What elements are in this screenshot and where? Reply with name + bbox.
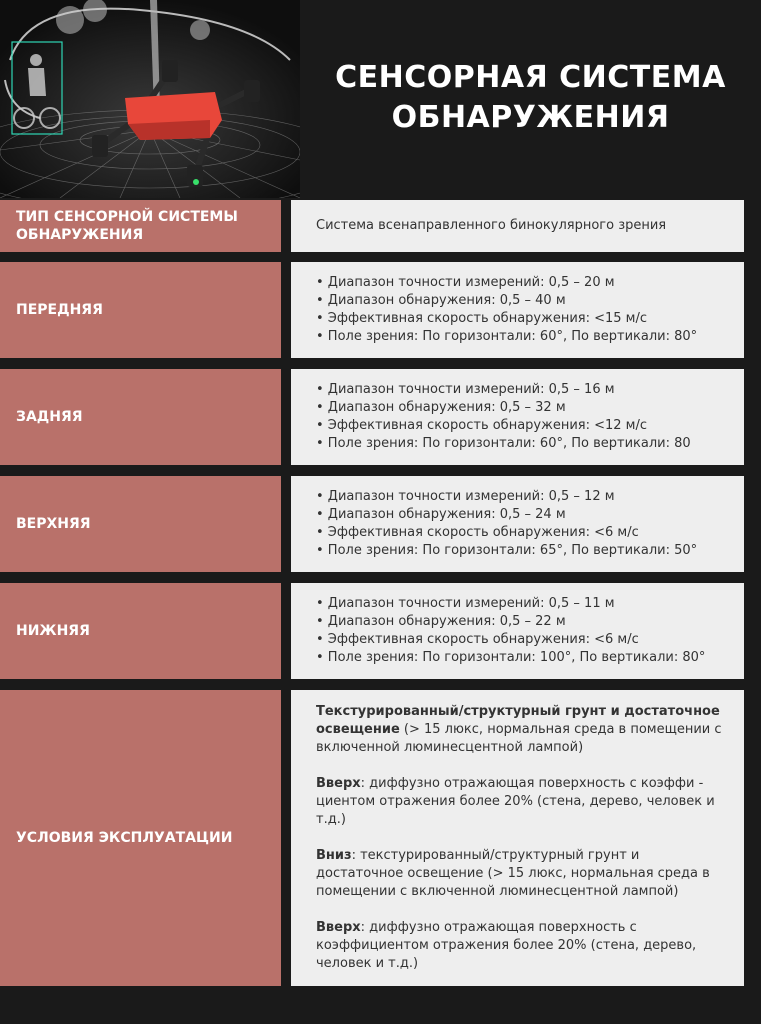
list-item: • Поле зрения: По горизонтали: 60°, По вертикали: 80 bbox=[316, 436, 691, 451]
condition-block bbox=[316, 703, 728, 757]
header bbox=[0, 0, 761, 198]
spec-row-conditions bbox=[0, 690, 761, 986]
list-item: • Эффективная скорость обнаружения: <12 м/с bbox=[316, 418, 648, 433]
condition-block bbox=[316, 919, 728, 973]
row-value bbox=[291, 200, 744, 252]
condition-heading: Вверх bbox=[316, 920, 361, 935]
spec-row-rear bbox=[0, 369, 761, 465]
row-label: ПЕРЕДНЯЯ bbox=[0, 262, 281, 358]
value-text: Система всенаправленного бинокулярного зрения bbox=[316, 218, 667, 233]
list-item: • Поле зрения: По горизонтали: 65°, По вертикали: 50° bbox=[316, 543, 698, 558]
condition-text: : текстурированный/структурный грунт и достаточное освещение (> 15 люкс, нормальная среда в помещении с включенной люминесцентной лампой) bbox=[316, 848, 710, 899]
row-label: ЗАДНЯЯ bbox=[0, 369, 281, 465]
condition-heading: Вниз bbox=[316, 848, 352, 863]
condition-heading: Текстурированный/структурный грунт и достаточное освещение bbox=[316, 704, 720, 737]
row-label: УСЛОВИЯ ЭКСПЛУАТАЦИИ bbox=[0, 690, 281, 986]
spec-row-bottom bbox=[0, 583, 761, 679]
list-item: • Диапазон обнаружения: 0,5 – 24 м bbox=[316, 507, 566, 522]
title-line-2: ОБНАРУЖЕНИЯ bbox=[391, 100, 670, 135]
condition-heading: Вверх bbox=[316, 776, 361, 791]
list-item: • Поле зрения: По горизонтали: 100°, По вертикали: 80° bbox=[316, 650, 706, 665]
list-item: • Диапазон точности измерений: 0,5 – 16 м bbox=[316, 382, 615, 397]
list-item: • Эффективная скорость обнаружения: <6 м/с bbox=[316, 525, 639, 540]
page-title bbox=[318, 58, 743, 138]
list-item: • Диапазон точности измерений: 0,5 – 12 м bbox=[316, 489, 615, 504]
list-item: • Поле зрения: По горизонтали: 60°, По вертикали: 80° bbox=[316, 329, 698, 344]
condition-text: : диффузно отражающая поверхность с коэффициентом отражения более 20% (стена, дерево, человек и т.д.) bbox=[316, 920, 697, 971]
row-label: ВЕРХНЯЯ bbox=[0, 476, 281, 572]
title-line-1: СЕНСОРНАЯ СИСТЕМА bbox=[335, 60, 726, 95]
row-label: ТИП СЕНСОРНОЙ СИСТЕМЫ ОБНАРУЖЕНИЯ bbox=[0, 200, 281, 252]
row-value bbox=[291, 583, 744, 679]
condition-text: : диффузно отражающая поверхность с коэффи - циентом отражения более 20% (стена, дерево, человек и т.д.) bbox=[316, 776, 715, 827]
row-value bbox=[291, 369, 744, 465]
spec-row-front bbox=[0, 262, 761, 358]
row-label: НИЖНЯЯ bbox=[0, 583, 281, 679]
condition-block bbox=[316, 847, 728, 901]
list-item: • Диапазон точности измерений: 0,5 – 20 м bbox=[316, 275, 615, 290]
list-item: • Диапазон точности измерений: 0,5 – 11 м bbox=[316, 596, 615, 611]
list-item: • Эффективная скорость обнаружения: <15 м/с bbox=[316, 311, 648, 326]
drone-illustration bbox=[0, 0, 300, 198]
condition-block bbox=[316, 775, 728, 829]
list-item: • Диапазон обнаружения: 0,5 – 32 м bbox=[316, 400, 566, 415]
list-item: • Эффективная скорость обнаружения: <6 м/с bbox=[316, 632, 639, 647]
row-value bbox=[291, 476, 744, 572]
row-value bbox=[291, 262, 744, 358]
drone-hero-image bbox=[0, 0, 300, 198]
list-item: • Диапазон обнаружения: 0,5 – 22 м bbox=[316, 614, 566, 629]
row-value bbox=[291, 690, 744, 986]
spec-row-type bbox=[0, 200, 761, 252]
condition-text: (> 15 люкс, нормальная среда в помещении с включенной люминесцентной лампой) bbox=[316, 722, 722, 755]
list-item: • Диапазон обнаружения: 0,5 – 40 м bbox=[316, 293, 566, 308]
spec-row-top bbox=[0, 476, 761, 572]
